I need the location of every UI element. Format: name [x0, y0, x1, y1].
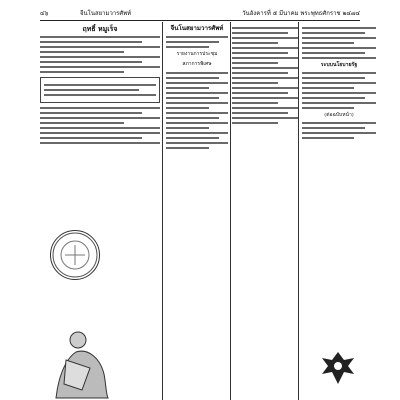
article-heading: ฤทธิ์ หมูเร็จ [82, 24, 118, 33]
column-2 [166, 24, 228, 400]
continuation-note: (ต่อฉบับหน้า) [324, 112, 354, 119]
garuda-emblem [318, 348, 358, 388]
stamp-seal [50, 230, 100, 280]
newspaper-name: จีนโนสยามวารศัพท์ [80, 10, 132, 17]
column-divider-2 [230, 22, 231, 400]
column-3 [232, 24, 298, 400]
header-rule [40, 20, 360, 21]
column-divider-1 [162, 22, 163, 400]
page-number: ๔๖ [40, 10, 49, 17]
meeting-title: รายงานการประชุม [176, 51, 218, 58]
meeting-subtitle: สภาการพิเศษ [182, 61, 212, 68]
column-divider-3 [298, 22, 299, 400]
illustration [46, 320, 116, 400]
page-header [40, 6, 360, 20]
masthead-title: จีนโนสยามวารศัพท์ [170, 25, 224, 32]
column-4 [302, 24, 376, 400]
section-title: ระบบนโยบายรัฐ [320, 62, 358, 68]
issue-date: วันอังคารที่ ๕ มีนาคม พระพุทธศักราช ๒๔๗๔ [242, 10, 360, 17]
notice-box [40, 77, 160, 103]
